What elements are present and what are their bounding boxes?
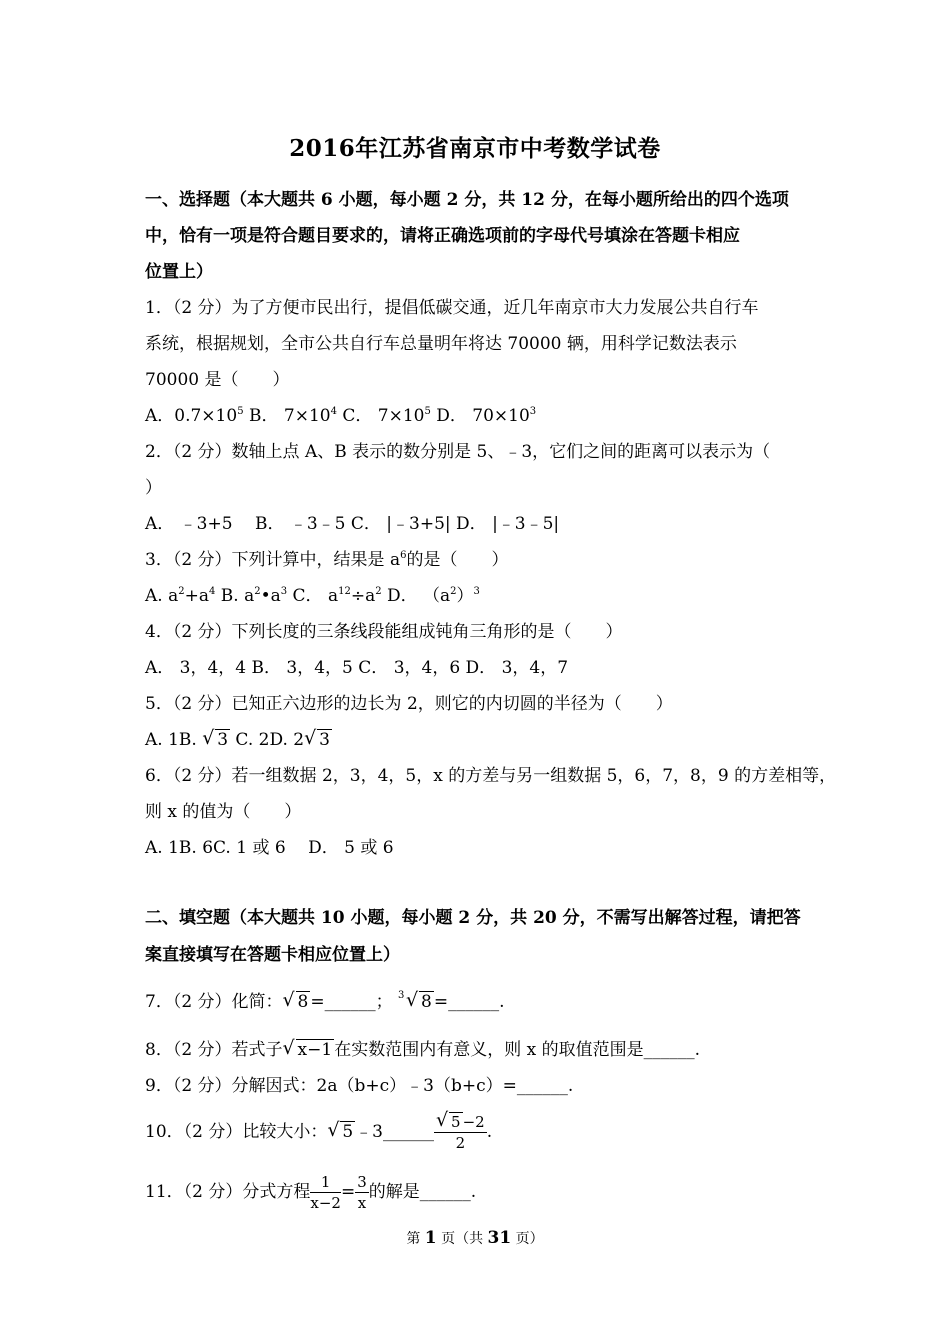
q4-options: A． 3，4，4 B． 3，4，5 C． 3，4，6 D． 3，4，7 bbox=[145, 658, 569, 678]
section1-line2: 中，恰有一项是符合题目要求的，请将正确选项前的字母代号填涂在答题卡相应 bbox=[145, 226, 740, 246]
fraction: √ 5 −2 2 bbox=[436, 1109, 485, 1152]
q4-line1: 4．（2 分）下列长度的三条线段能组成钝角三角形的是（ ） bbox=[145, 622, 623, 642]
q2-line2: ） bbox=[145, 478, 162, 498]
q6-options: A. 1B. 6C. 1 或 6 D． 5 或 6 bbox=[145, 838, 394, 858]
q1-line2: 系统，根据规划，全市公共自行车总量明年将达 70000 辆，用科学记数法表示 bbox=[145, 334, 737, 354]
q5-line1: 5．（2 分）已知正六边形的边长为 2，则它的内切圆的半径为（ ） bbox=[145, 694, 673, 714]
q6-line2: 则 x 的值为（ ） bbox=[145, 802, 302, 822]
section1-line3: 位置上） bbox=[145, 262, 213, 282]
q7-line: 7．（2 分）化简： √ 8 =______； 3 √ 8 =______. bbox=[145, 989, 505, 1015]
q3-options: A. $a^2+a^4$ B. $a^2•a^3$ C． $a^{12}\div a^2$ D． $(a^2)^3$ bbox=[145, 586, 480, 606]
section2-line1: 二、填空题（本大题共 10 小题，每小题 2 分，共 20 分，不需写出解答过程，请把答 bbox=[145, 908, 801, 928]
section1-line1: 一、选择题（本大题共 6 小题，每小题 2 分，共 12 分，在每小题所给出的四个选项 bbox=[145, 190, 789, 210]
q1-line1: 1．（2 分）为了方便市民出行，提倡低碳交通，近几年南京市大力发展公共自行车 bbox=[145, 298, 759, 318]
q5-options: A. 1B. √ 3 C. 2D. 2 √ 3 bbox=[145, 727, 332, 753]
fraction: $\frac{1}{x-2}$ bbox=[310, 1173, 341, 1212]
q2-line1: 2．（2 分）数轴上点 A、B 表示的数分别是 5、﹣3，它们之间的距离可以表示为（ bbox=[145, 442, 771, 462]
q1-options: A．$0.7\times 10^5$ B． $7\times 10^4$ C． $7\times 10^5$ D． $70\times 10^3$ bbox=[145, 406, 537, 426]
cube-root-symbol: 3 √ 8 bbox=[398, 989, 432, 1012]
sqrt-symbol: √ 5 bbox=[327, 1119, 354, 1142]
sqrt-symbol: √ x−1 bbox=[282, 1037, 333, 1060]
q3-line1: 3．（2 分）下列计算中，结果是 $a^6$的是（ ） bbox=[145, 550, 509, 570]
q9-line: 9．（2 分）分解因式：2a（b+c）﹣3（b+c）=______. bbox=[145, 1076, 574, 1096]
sqrt-symbol: √ 8 bbox=[282, 989, 309, 1012]
sqrt-symbol: √ 3 bbox=[202, 727, 229, 750]
q10-line: 10．（2 分）比较大小： √ 5 ﹣3______ √ 5 −2 2 . bbox=[145, 1109, 493, 1152]
fraction: $\frac{3}{x}$ bbox=[357, 1173, 367, 1212]
section2-line2: 案直接填写在答题卡相应位置上） bbox=[145, 945, 400, 965]
q8-line: 8．（2 分）若式子 √ x−1 在实数范围内有意义，则 x 的取值范围是______. bbox=[145, 1037, 700, 1063]
page-footer: 第 1 页（共 31 页） bbox=[406, 1228, 544, 1248]
q1-line3: 70000 是（ ） bbox=[145, 370, 290, 390]
q6-line1: 6．（2 分）若一组数据 2，3，4，5，x 的方差与另一组数据 5，6，7，8，9 的方差相等， bbox=[145, 766, 837, 786]
page-title: 2016年江苏省南京市中考数学试卷 bbox=[289, 135, 661, 162]
q11-line: 11．（2 分）分式方程 $\frac{1}{x-2}$ = $\frac{3}{x}$ 的解是______. bbox=[145, 1173, 477, 1212]
sqrt-symbol: √ 3 bbox=[304, 727, 330, 750]
q2-options: A． ﹣3+5 B． ﹣3﹣5 C． |﹣3+5| D． |﹣3﹣5| bbox=[145, 514, 560, 534]
